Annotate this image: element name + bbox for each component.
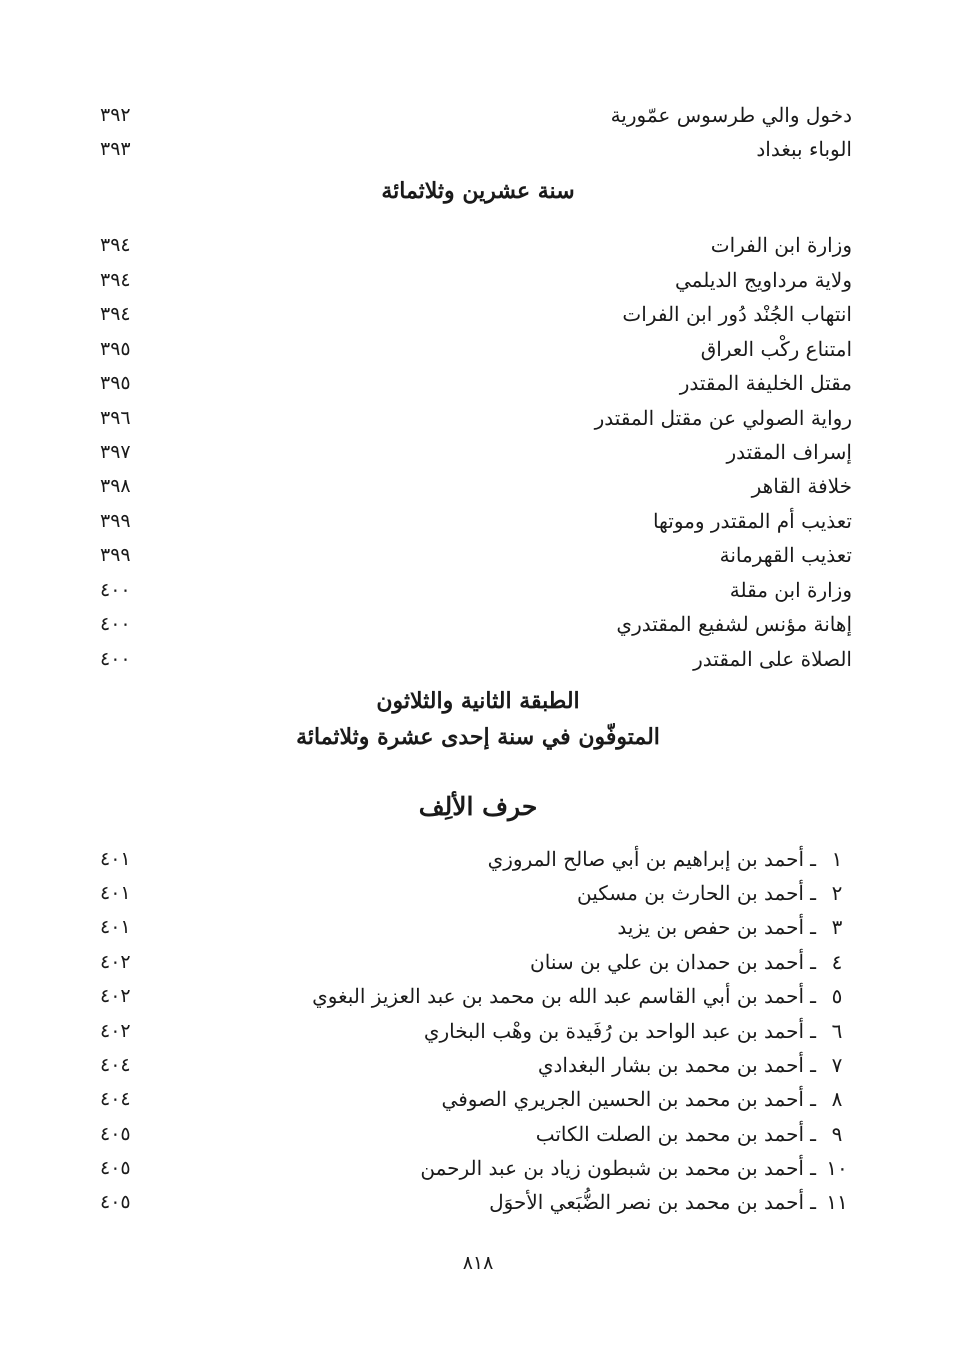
toc-row — [100, 504, 852, 538]
entry-title: دخول والي طرسوس عمّورية — [610, 103, 852, 127]
letter-heading: حرف الألِف — [418, 792, 538, 821]
entry-page: ٤٠١ — [100, 882, 131, 904]
entry-title: أحمد بن عبد الواحد بن رُفَيدة بن وهْب البخاري — [423, 1019, 804, 1043]
entry-title: أحمد بن حفص بن يزيد — [617, 915, 804, 939]
bio-row — [100, 1014, 852, 1048]
entry-title: رواية الصولي عن مقتل المقتدر — [594, 406, 852, 430]
entry-number: ٦ — [831, 1019, 843, 1043]
entry-page: ٤٠١ — [100, 916, 131, 938]
entry-dash: ـ — [810, 1190, 816, 1214]
entry-dash: ـ — [810, 1053, 816, 1077]
toc-row — [100, 538, 852, 572]
entry-number: ٢ — [831, 881, 843, 905]
toc-row — [100, 366, 852, 400]
entry-title: تعذيب أم المقتدر وموتها — [652, 509, 852, 533]
entry-number: ٣ — [831, 915, 843, 939]
entry-title: تعذيب القهرمانة — [719, 543, 852, 567]
entry-page: ٤٠٥ — [100, 1157, 131, 1179]
toc-row — [100, 435, 852, 469]
entry-page: ٣٩٨ — [100, 475, 131, 497]
entry-title: إسراف المقتدر — [726, 440, 852, 464]
entry-page: ٤٠٢ — [100, 1020, 131, 1042]
entry-title: أحمد بن محمد بن شبطون زياد بن عبد الرحمن — [420, 1156, 804, 1180]
entry-number: ١١ — [826, 1190, 848, 1214]
entry-number: ٧ — [831, 1053, 843, 1077]
bio-row — [100, 876, 852, 910]
entry-dash: ـ — [810, 915, 816, 939]
entry-dash: ـ — [810, 1087, 816, 1111]
entry-title: أحمد بن الحارث بن مسكين — [577, 881, 804, 905]
entry-page: ٣٩٤ — [100, 269, 131, 291]
entry-title: الصلاة على المقتدر — [693, 647, 852, 671]
toc-row — [100, 228, 852, 262]
entry-dash: ـ — [810, 1156, 816, 1180]
entry-page: ٤٠٤ — [100, 1088, 131, 1110]
entry-dash: ـ — [810, 984, 816, 1008]
entry-page: ٤٠٥ — [100, 1123, 131, 1145]
toc-row — [100, 401, 852, 435]
entry-title: أحمد بن حمدان بن علي بن سنان — [530, 950, 804, 974]
entry-dash: ـ — [810, 950, 816, 974]
bio-row — [100, 1117, 852, 1151]
entry-page: ٤٠٢ — [100, 985, 131, 1007]
entry-title: وزارة ابن الفرات — [710, 233, 852, 257]
toc-row — [100, 607, 852, 641]
toc-row — [100, 573, 852, 607]
entry-title: أحمد بن إبراهيم بن أبي صالح المروزي — [487, 847, 804, 871]
entry-page: ٤٠٥ — [100, 1191, 131, 1213]
entry-title: إهانة مؤنس لشفيع المقتدري — [616, 612, 852, 636]
entry-title: أحمد بن محمد بن نصر الضُّبَعي الأحوَل — [489, 1190, 804, 1214]
entry-page: ٤٠٠ — [100, 648, 131, 670]
entry-page: ٣٩٩ — [100, 544, 131, 566]
year-heading: سنة عشرين وثلاثمائة — [381, 178, 575, 204]
toc-row — [100, 98, 852, 132]
toc-row — [100, 297, 852, 331]
entry-number: ١٠ — [826, 1156, 848, 1180]
entry-title: أحمد بن أبي القاسم عبد الله بن محمد بن عبد العزيز البغوي — [312, 984, 804, 1008]
bio-row — [100, 979, 852, 1013]
entry-number: ١ — [831, 847, 843, 871]
toc-row — [100, 263, 852, 297]
entry-number: ٥ — [831, 984, 843, 1008]
entry-title: أحمد بن محمد بن الصلت الكاتب — [535, 1122, 804, 1146]
entry-page: ٣٩٤ — [100, 303, 131, 325]
entry-title: أحمد بن محمد بن الحسين الجريري الصوفي — [441, 1087, 804, 1111]
bio-row — [100, 842, 852, 876]
bio-row — [100, 1185, 852, 1219]
toc-row — [100, 642, 852, 676]
entry-page: ٤٠١ — [100, 848, 131, 870]
entry-page: ٤٠٢ — [100, 951, 131, 973]
entry-dash: ـ — [810, 847, 816, 871]
entry-dash: ـ — [810, 1122, 816, 1146]
entry-page: ٤٠٤ — [100, 1054, 131, 1076]
entry-page: ٣٩٣ — [100, 138, 131, 160]
bio-row — [100, 945, 852, 979]
bio-row — [100, 1151, 852, 1185]
entry-number: ٨ — [831, 1087, 843, 1111]
entry-page: ٣٩٢ — [100, 104, 131, 126]
entry-page: ٣٩٦ — [100, 407, 131, 429]
entry-title: أحمد بن محمد بن بشار البغدادي — [537, 1053, 804, 1077]
entry-dash: ـ — [810, 881, 816, 905]
toc-row — [100, 469, 852, 503]
deaths-heading: المتوفّون في سنة إحدى عشرة وثلاثمائة — [296, 724, 660, 750]
entry-dash: ـ — [810, 1019, 816, 1043]
page-number: ٨١٨ — [462, 1252, 494, 1274]
bio-row — [100, 910, 852, 944]
entry-page: ٤٠٠ — [100, 613, 131, 635]
entry-title: مقتل الخليفة المقتدر — [679, 371, 852, 395]
entry-title: الوباء ببغداد — [756, 137, 852, 161]
bio-row — [100, 1082, 852, 1116]
entry-title: وزارة ابن مقلة — [729, 578, 852, 602]
entry-title: انتهاب الجُنْد دُور ابن الفرات — [622, 302, 852, 326]
tabaqa-heading: الطبقة الثانية والثلاثون — [376, 688, 580, 714]
entry-number: ٩ — [831, 1122, 843, 1146]
entry-title: ولاية مرداويج الديلمي — [675, 268, 852, 292]
entry-title: امتناع ركْب العراق — [700, 337, 852, 361]
entry-number: ٤ — [831, 950, 843, 974]
entry-page: ٣٩٤ — [100, 234, 131, 256]
toc-row — [100, 332, 852, 366]
entry-page: ٤٠٠ — [100, 579, 131, 601]
entry-page: ٣٩٧ — [100, 441, 131, 463]
entry-title: خلافة القاهر — [751, 474, 852, 498]
bio-row — [100, 1048, 852, 1082]
entry-page: ٣٩٥ — [100, 372, 131, 394]
entry-page: ٣٩٥ — [100, 338, 131, 360]
entry-page: ٣٩٩ — [100, 510, 131, 532]
toc-row — [100, 132, 852, 166]
